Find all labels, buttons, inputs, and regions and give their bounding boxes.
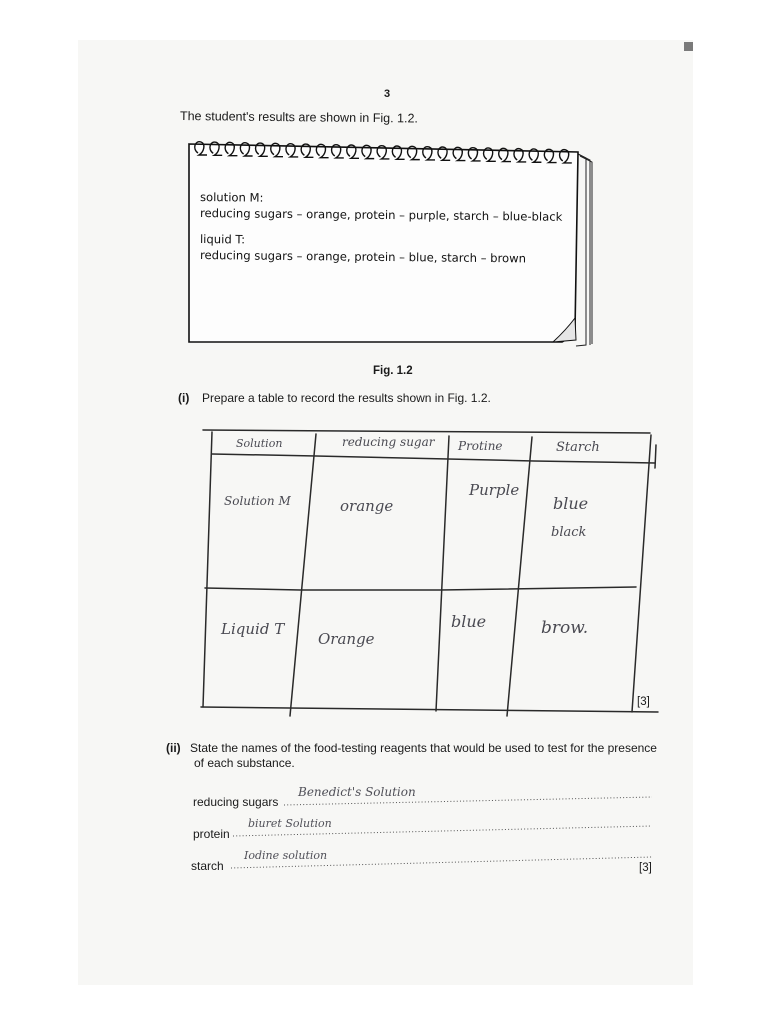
answer-label-starch: starch: [191, 859, 224, 873]
part-i-text: Prepare a table to record the results shown in Fig. 1.2.: [202, 391, 491, 405]
table-cell-m-starch-1: blue: [553, 494, 589, 513]
part-i-number: (i): [178, 391, 190, 405]
table-cell-m-reducing: orange: [340, 497, 394, 515]
table-header-starch: Starch: [556, 440, 600, 455]
part-ii-text-line1: State the names of the food-testing reagents that would be used to test for the presence: [190, 741, 657, 755]
notebook-liquid-t-heading: liquid T:: [199, 232, 246, 247]
answer-protein: biuret Solution: [248, 817, 332, 830]
table-cell-t-protein: blue: [451, 612, 487, 631]
table-cell-m-starch-2: black: [551, 525, 587, 540]
page-number: 3: [384, 88, 391, 100]
notebook-solution-m-heading: solution M:: [199, 190, 264, 205]
notebook-liquid-t-results: reducing sugars – orange, protein – blue, starch – brown: [199, 248, 527, 266]
notebook-solution-m-results: reducing sugars – orange, protein – purple, starch – blue-black: [199, 206, 563, 224]
table-cell-t-starch: brow.: [541, 618, 589, 638]
part-ii-marks: [3]: [639, 862, 652, 874]
table-header-protein: Protine: [458, 439, 503, 453]
answer-reducing-sugars: Benedict's Solution: [298, 785, 416, 799]
part-i-marks: [3]: [637, 696, 650, 708]
intro-text: The student's results are shown in Fig. 1.2.: [179, 109, 418, 126]
answer-label-protein: protein: [193, 827, 230, 841]
table-header-reducing-sugar: reducing sugar: [342, 435, 435, 449]
table-cell-solution-m: Solution M: [224, 494, 291, 508]
figure-caption: Fig. 1.2: [373, 365, 413, 377]
answer-label-reducing-sugars: reducing sugars: [193, 795, 279, 809]
answer-starch: Iodine solution: [244, 849, 328, 862]
part-ii-number: (ii): [166, 741, 181, 755]
table-cell-m-protein: Purple: [469, 481, 520, 499]
table-cell-liquid-t: Liquid T: [221, 620, 285, 638]
part-ii-text-line2: of each substance.: [194, 756, 295, 770]
table-header-solution: Solution: [236, 437, 283, 450]
table-cell-t-reducing: Orange: [318, 630, 375, 648]
